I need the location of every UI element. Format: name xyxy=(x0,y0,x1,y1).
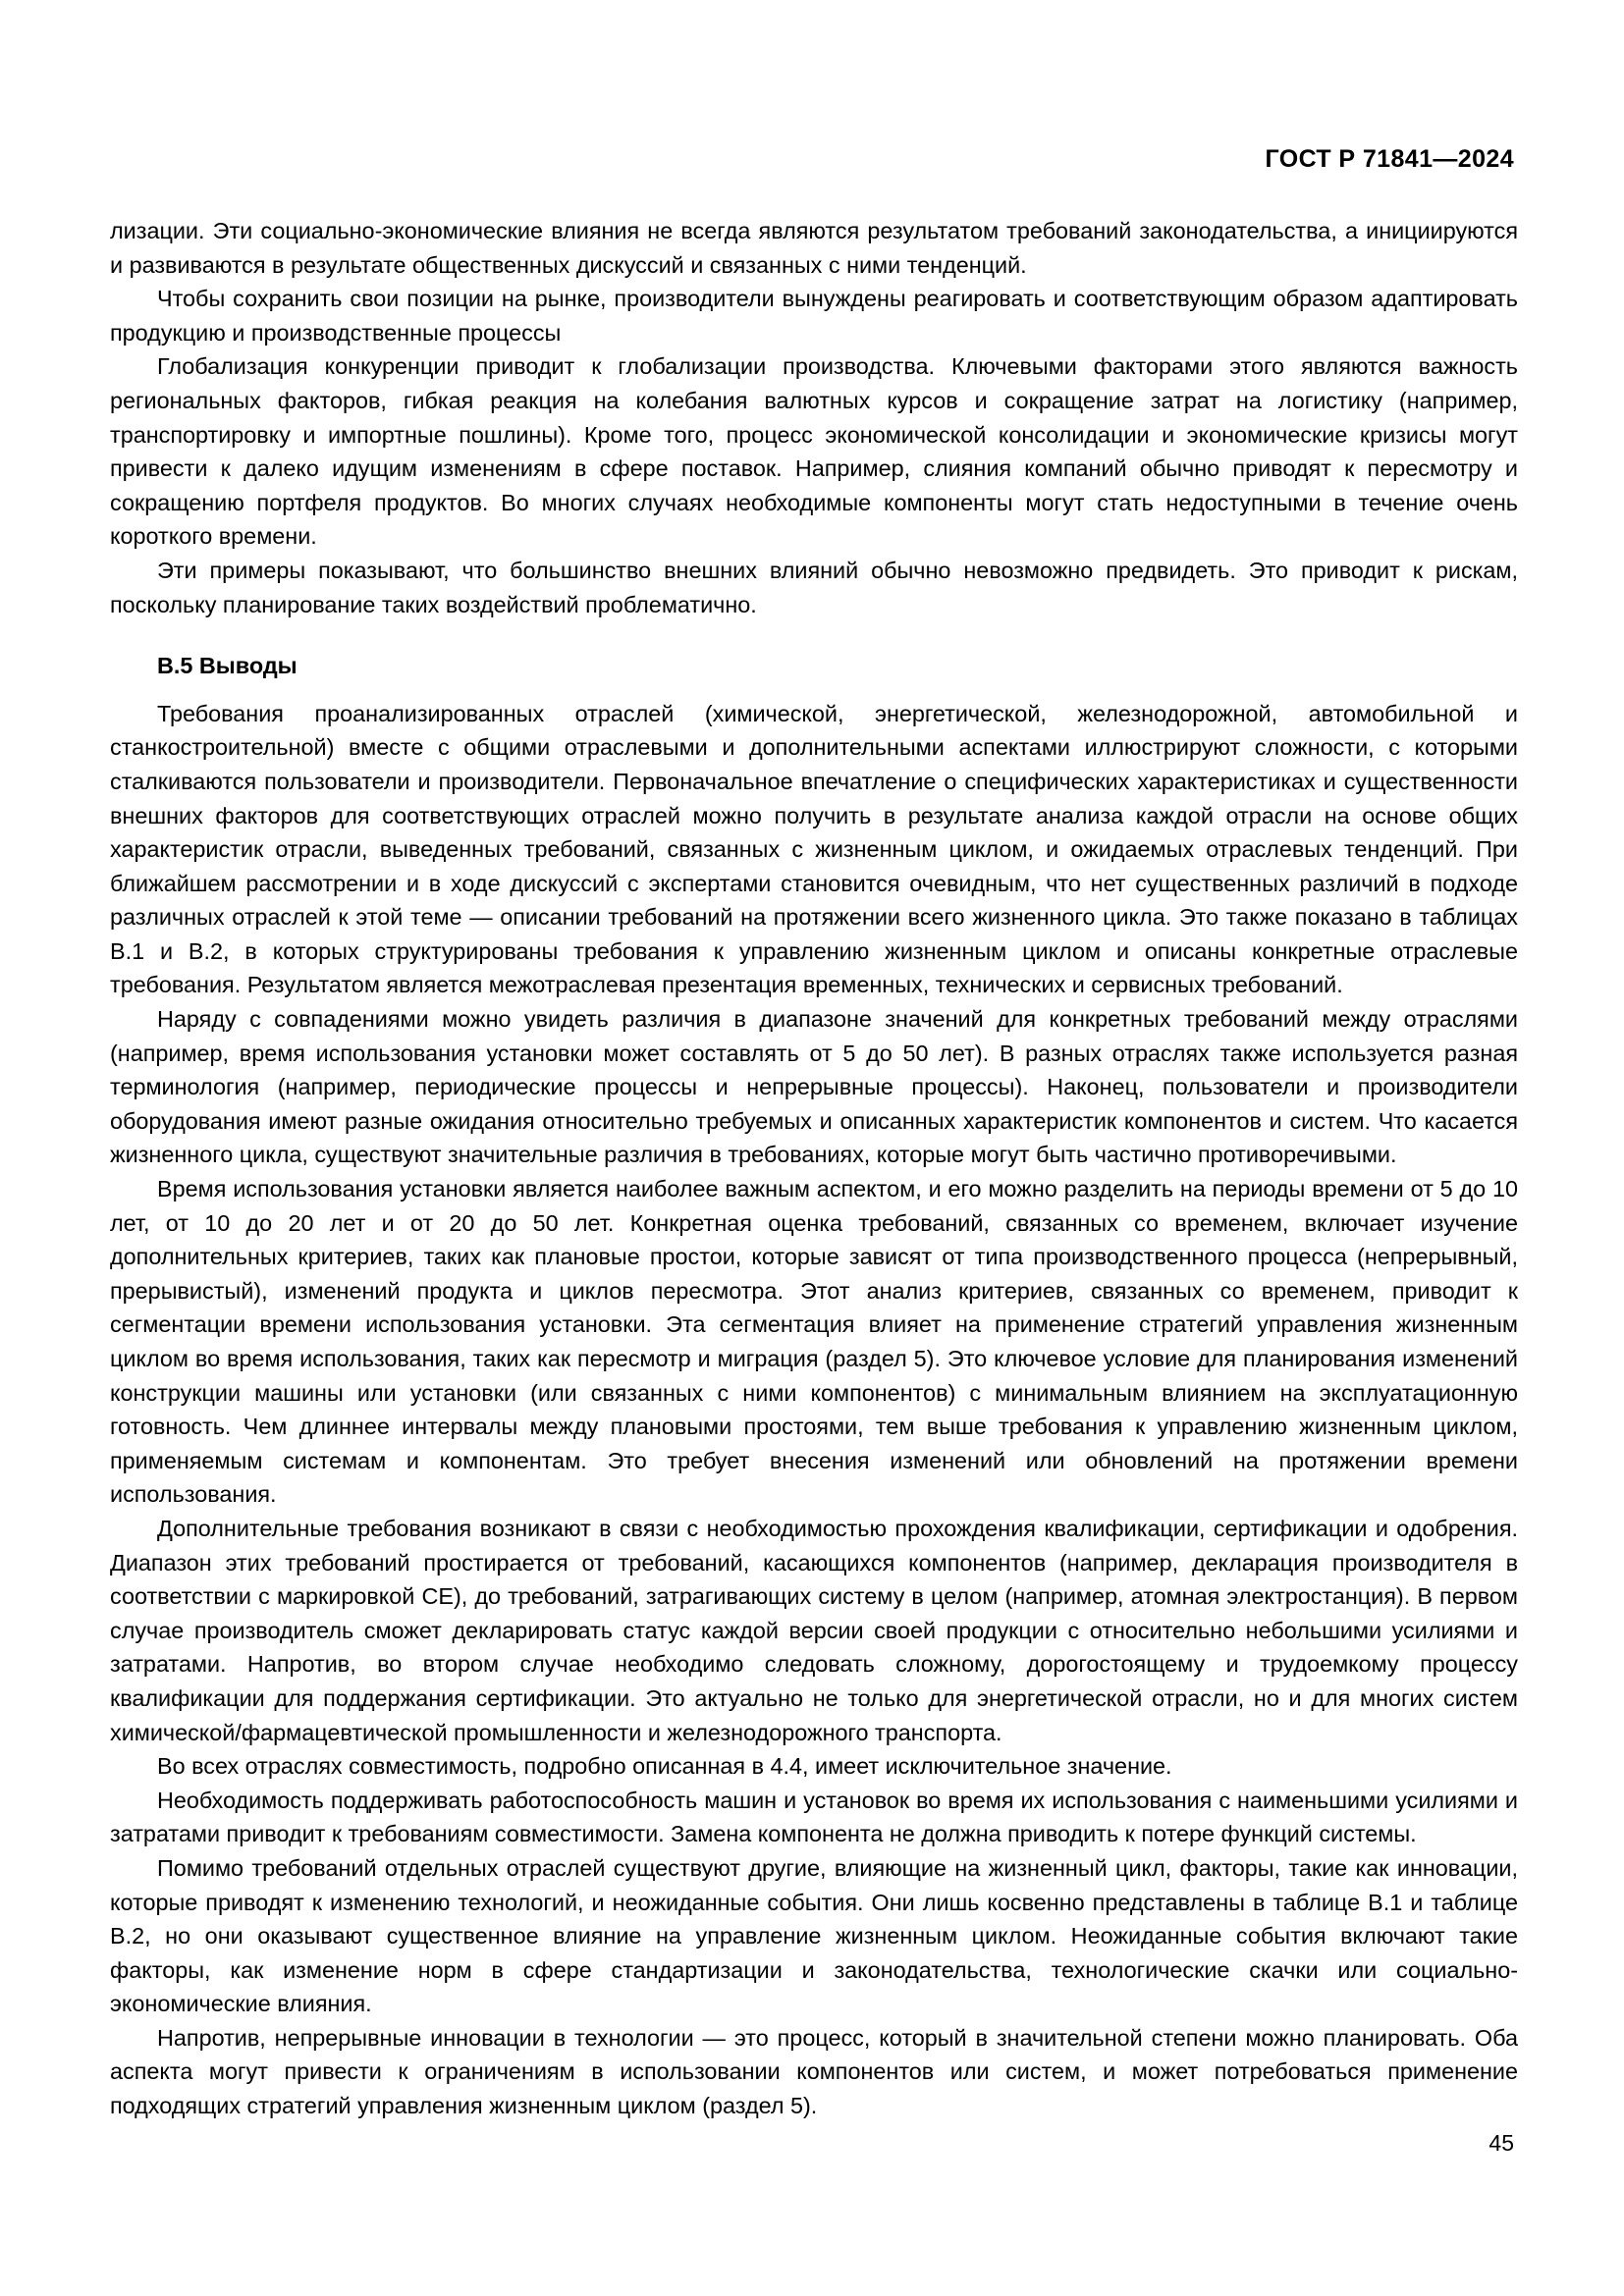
paragraph: Необходимость поддерживать работоспособность машин и установок во время их использования с наименьшими усилиями и затратами приводит к требованиям совместимости. Замена компонента не должна приводить к потере функций системы. xyxy=(110,1787,1518,1847)
paragraph: Глобализация конкуренции приводит к глобализации производства. Ключевыми факторами этого являются важность региональных факторов, гибкая реакция на колебания валютных курсов и сокращение затрат на логистику (например, транспортировку и импортные пошлины). Кроме того, процесс экономической консолидации и экономические кризисы могут привести к далеко идущим изменениям в сфере поставок. Например, слияния компаний обычно приводят к пересмотру и сокращению портфеля продуктов. Во многих случаях необходимые компоненты могут стать недоступными в течение очень короткого времени. xyxy=(110,353,1518,550)
section-heading: В.5 Выводы xyxy=(157,653,298,679)
paragraph: Наряду с совпадениями можно увидеть различия в диапазоне значений для конкретных требований между отраслями (например, время использования установки может составлять от 5 до 50 лет). В разных отраслях также используется разная терминология (например, периодические процессы и непрерывные процессы). Наконец, пользователи и производители оборудования имеют разные ожидания относительно требуемых и описанных характеристик компонентов и систем. Что касается жизненного цикла, существуют значительные различия в требованиях, которые могут быть частично противоречивыми. xyxy=(110,1006,1518,1168)
paragraph: Эти примеры показывают, что большинство внешних влияний обычно невозможно предвидеть. Это приводит к рискам, поскольку планирование таких воздействий проблематично. xyxy=(110,557,1518,617)
paragraph-continuation: лизации. Эти социально-экономические влияния не всегда являются результатом требований законодательства, а инициируются и развиваются в результате общественных дискуссий и связанных с ними тенденций. xyxy=(110,218,1518,278)
paragraph: Требования проанализированных отраслей (химической, энергетической, железнодорожной, автомобильной и станкостроительной) вместе с общими отраслевыми и дополнительными аспектами иллюстрируют сложности, с которыми сталкиваются пользователи и производители. Первоначальное впечатление о специфических характеристиках и существенности внешних факторов для соответствующих отраслей можно получить в результате анализа каждой отрасли на основе общих характеристик отрасли, выведенных требований, связанных с жизненным циклом, и ожидаемых отраслевых тенденций. При ближайшем рассмотрении и в ходе дискуссий с экспертами становится очевидным, что нет существенных различий в подходе различных отраслей к этой теме — описании требований на протяжении всего жизненного цикла. Это также показано в таблицах В.1 и В.2, в которых структурированы требования к управлению жизненным циклом и описаны конкретные отраслевые требования. Результатом является межотраслевая презентация временных, технических и сервисных требований. xyxy=(110,700,1518,998)
page-header: ГОСТ Р 71841—2024 xyxy=(1265,145,1514,173)
paragraph: Во всех отраслях совместимость, подробно описанная в 4.4, имеет исключительное значение. xyxy=(157,1753,1172,1780)
paragraph: Время использования установки является наиболее важным аспектом, и его можно разделить на периоды времени от 5 до 10 лет, от 10 до 20 лет и от 20 до 50 лет. Конкретная оценка требований, связанных со временем, включает изучение дополнительных критериев, таких как плановые простои, которые зависят от типа производственного процесса (непрерывный, прерывистый), изменений продукта и циклов пересмотра. Этот анализ критериев, связанных со временем, приводит к сегментации времени использования установки. Эта сегментация влияет на применение стратегий управления жизненным циклом во время использования, таких как пересмотр и миграция (раздел 5). Это ключевое условие для планирования изменений конструкции машины или установки (или связанных с ними компонентов) с минимальным влиянием на эксплуатационную готовность. Чем длиннее интервалы между плановыми простоями, тем выше требования к управлению жизненным циклом, применяемым системам и компонентам. Это требует внесения изменений или обновлений на протяжении времени использования. xyxy=(110,1176,1518,1508)
paragraph: Напротив, непрерывные инновации в технологии — это процесс, который в значительной степени можно планировать. Оба аспекта могут привести к ограничениям в использовании компонентов или систем, и может потребоваться применение подходящих стратегий управления жизненным циклом (раздел 5). xyxy=(110,2024,1518,2119)
paragraph: Дополнительные требования возникают в связи с необходимостью прохождения квалификации, сертификации и одобрения. Диапазон этих требований простирается от требований, касающихся компонентов (например, декларация производителя в соответствии с маркировкой СЕ), до требований, затрагивающих систему в целом (например, атомная электростанция). В первом случае производитель сможет декларировать статус каждой версии своей продукции с относительно небольшими усилиями и затратами. Напротив, во втором случае необходимо следовать сложному, дорогостоящему и трудоемкому процессу квалификации для поддержания сертификации. Это актуально не только для энергетической отрасли, но и для многих систем химической/фармацевтической промышленности и железнодорожного транспорта. xyxy=(110,1515,1518,1745)
page-content xyxy=(110,214,1518,2123)
page-number: 45 xyxy=(1489,2130,1514,2156)
paragraph: Помимо требований отдельных отраслей существуют другие, влияющие на жизненный цикл, факторы, такие как инновации, которые приводят к изменению технологий, и неожиданные события. Они лишь косвенно представлены в таблице В.1 и таблице В.2, но они оказывают существенное влияние на управление жизненным циклом. Неожиданные события включают такие факторы, как изменение норм в сфере стандартизации и законодательства, технологические скачки или социально-экономические влияния. xyxy=(110,1854,1518,2017)
paragraph: Чтобы сохранить свои позиции на рынке, производители вынуждены реагировать и соответствующим образом адаптировать продукцию и производственные процессы xyxy=(110,286,1518,346)
